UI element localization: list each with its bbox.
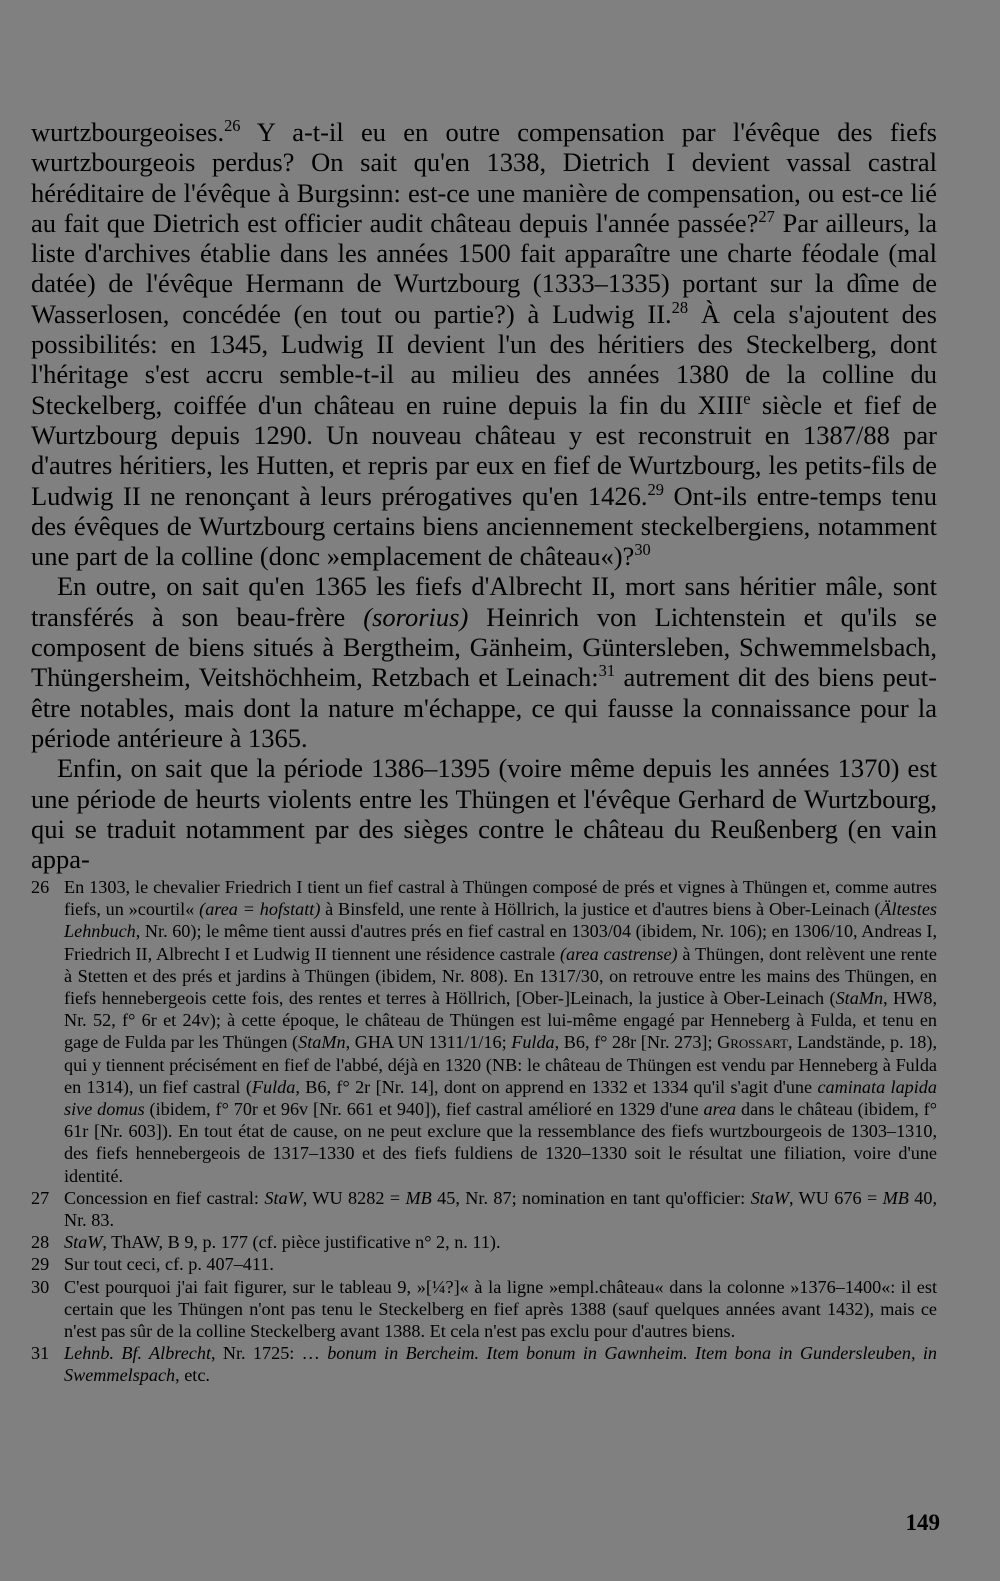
text-run: En outre, on sait qu'en 1365 les fiefs d'Albrecht II, mort sans héritier mâle, sont transférés à son beau-frère <box>31 571 937 632</box>
italic-text: area <box>703 1099 737 1120</box>
small-caps-text: Grossart <box>717 1032 788 1053</box>
italic-text: (sororius) <box>363 601 469 632</box>
text-run: à Thüngen, dont relèvent une rente à Stetten et des prés et jardins à Thüngen (ibidem, Nr. 808). En 1317/30, on retrouve entre les mains des Thüngen, en fiefs hennebergeois cette fois, des rentes et terres à Höllrich, [Ober-]Leinach, la justice à Ober-Leinach ( <box>64 943 938 1009</box>
page-number: 149 <box>905 1510 940 1535</box>
text-run: , WU 676 = <box>788 1187 883 1208</box>
footnote-number: 26 <box>31 877 50 897</box>
text-run: , ThAW, B 9, p. 177 (cf. pièce justificative n° 2, n. 11). <box>102 1232 501 1253</box>
text-run: , Nr. 1725: … <box>211 1343 328 1364</box>
italic-text: Fulda <box>251 1076 296 1097</box>
text-run: à Binsfeld, une rente à Höllrich, la justice et d'autres biens à Ober-Leinach ( <box>320 899 881 920</box>
text-run: Sur tout ceci, cf. p. 407–411. <box>64 1254 274 1275</box>
text-run: , Landstände, p. 18), qui y tiennent précisément en fief de l'abbé, déjà en 1320 (NB: le château de Thüngen est vendu par Henneberg à Fulda en 1314), un fief castral ( <box>64 1032 938 1097</box>
italic-text: bonum in Bercheim. Item bonum in Gawnheim. Item bona in Gundersleuben, in Swemmelspach <box>64 1343 937 1386</box>
text-run: 45, Nr. 87; nomination en tant qu'officier: <box>431 1187 751 1208</box>
footnote-reference: e <box>743 388 751 408</box>
text-run: dans le château (ibidem, f° 61r [Nr. 603]). En tout état de cause, on ne peut exclure que la ressemblance des fiefs wurtzbourgeois de 1303–1310, des fiefs hennebergeois de 1317–1330 et des fiefs fuldiens de 1320–1330 soit le résultat une filiation, voire d'une identité. <box>64 1099 937 1186</box>
text-run: Ont-ils entre-temps tenu des évêques de Wurtzbourg certains biens anciennement steckelbergiens, notamment une part de la colline (donc »emplacement de château«)? <box>31 480 938 572</box>
italic-text: MB <box>405 1187 432 1208</box>
text-run: , HW8, Nr. 52, f° 6r et 24v); à cette époque, le château de Thüngen est lui-même engagé par Henneberg à Fulda, et tenu en gage de Fulda par les Thüngen ( <box>64 988 937 1053</box>
footnote <box>31 1187 937 1231</box>
text-run: En 1303, le chevalier Friedrich I tient un fief castral à Thüngen composé de prés et vignes à Thüngen et, comme autres fiefs, un »courtil« <box>64 877 937 920</box>
footnote-number: 29 <box>31 1254 50 1275</box>
footnote <box>31 1253 937 1275</box>
text-run: Enfin, on sait que la période 1386–1395 (voire même depuis les années 1370) est une période de heurts violents entre les Thüngen et l'évêque Gerhard de Wurtzbourg, qui se traduit notamment par des sièges contre le château du Reußenberg (en vain appa- <box>31 753 937 875</box>
body-paragraph <box>31 571 937 753</box>
text-run: , etc. <box>175 1365 210 1386</box>
italic-text: Ältestes Lehnbuch <box>64 899 937 942</box>
footnote-reference: 27 <box>758 206 775 226</box>
footnote-reference: 28 <box>671 297 689 317</box>
text-run: (ibidem, f° 70r et 96v [Nr. 661 et 940]), fief castral amélioré en 1329 d'une <box>144 1099 704 1120</box>
footnote-reference: 30 <box>634 539 651 559</box>
text-run: Y a-t-il eu en outre compensation par l'évêque des fiefs wurtzbourgeois perdus? On sait qu'en 1338, Dietrich I devient vassal castral héréditaire de l'évêque à Burgsinn: est-ce une manière de compensation, ou est-ce lié au fait que Dietrich est officier audit château depuis l'année passée? <box>31 117 937 238</box>
footnote <box>31 1342 937 1386</box>
footnote-number: 30 <box>31 1276 50 1297</box>
text-run: C'est pourquoi j'ai fait figurer, sur le tableau 9, »[¼?]« à la ligne »empl.château« dans la colonne »1376–1400«: il est certain que les Thüngen n'ont pas tenu le Steckelberg en fief après 1388 (sauf quelques années avant 1432), mais ce n'est pas sûr de la colline Steckelberg avant 1388. Et cela n'est pas exclu pour d'autres biens. <box>64 1276 937 1342</box>
text-run: Concession en fief castral: <box>64 1187 265 1208</box>
text-run: , B6, f° 2r [Nr. 14], dont on apprend en 1332 et 1334 qu'il s'agit d'une <box>295 1076 818 1097</box>
footnote-number: 27 <box>31 1187 50 1208</box>
italic-text: StaW <box>750 1187 789 1208</box>
italic-text: StaMn <box>298 1032 346 1053</box>
footnotes <box>31 876 937 1387</box>
italic-text: MB <box>882 1187 909 1208</box>
footnote-reference: 29 <box>647 479 664 499</box>
text-run: , B6, f° 28r [Nr. 273]; <box>554 1032 718 1053</box>
footnote-reference: 26 <box>224 115 241 135</box>
main-text <box>31 117 937 874</box>
footnote-reference: 31 <box>598 661 616 681</box>
text-run: siècle et fief de Wurtzbourg depuis 1290. Un nouveau château y est reconstruit en 1387/88 par d'autres héritiers, les Hutten, et repris par eux en fief de Wurtzbourg, les petits-fils de Ludwig II ne renonçant à leurs prérogatives qu'en 1426. <box>31 389 938 511</box>
italic-text: StaW <box>264 1187 303 1208</box>
footnote <box>31 1276 937 1343</box>
text-run: , GHA UN 1311/1/16; <box>345 1032 512 1053</box>
text-run: Heinrich von Lichtenstein et qu'ils se composent de biens situés à Bergtheim, Gänheim, Güntersleben, Schwemmelsbach, Thüngersheim, Veitshöchheim, Retzbach et Leinach: <box>31 601 938 693</box>
footnote-number: 28 <box>31 1232 50 1253</box>
italic-text: Fulda <box>511 1032 555 1053</box>
footnote <box>31 876 937 1187</box>
footnote-number: 31 <box>31 1343 50 1364</box>
body-paragraph <box>31 753 937 874</box>
text-run: wurtzbourgeoises. <box>31 117 225 147</box>
body-paragraph <box>31 117 937 571</box>
text-run: Par ailleurs, la liste d'archives établie dans les années 1500 fait apparaître une charte féodale (mal datée) de l'évêque Hermann de Wurtzbourg (1333–1335) portant sur la dîme de Wasserlosen, concédée (en tout ou partie?) à Ludwig II. <box>31 207 937 329</box>
italic-text: StaMn <box>835 988 884 1009</box>
text-run: autrement dit des biens peut-être notables, mais dont la nature m'échappe, ce qui fausse la connaissance pour la période antérieure à 1365. <box>31 662 937 753</box>
text-run: 40, Nr. 83. <box>64 1187 938 1231</box>
italic-text: StaW <box>64 1232 103 1253</box>
text-run: , Nr. 60); le même tient aussi d'autres prés en fief castral en 1303/04 (ibidem, Nr. 106); en 1306/10, Andreas I, Friedrich II, Albrecht I et Ludwig II tiennent une résidence castrale <box>64 921 937 964</box>
footnote <box>31 1231 937 1253</box>
italic-text: caminata lapida sive domus <box>64 1076 937 1120</box>
text-run: À cela s'ajoutent des possibilités: en 1345, Ludwig II devient l'un des héritiers des Steckelberg, dont l'héritage s'est accru semble-t-il au milieu des années 1380 de la colline du Steckelberg, coiffée d'un château en ruine depuis la fin du XIII <box>31 298 937 420</box>
italic-text: Lehnb. Bf. Albrecht <box>64 1343 211 1364</box>
text-run: , WU 8282 = <box>302 1187 406 1208</box>
italic-text: (area = hofstatt) <box>199 899 321 920</box>
italic-text: (area castrense) <box>559 943 678 964</box>
